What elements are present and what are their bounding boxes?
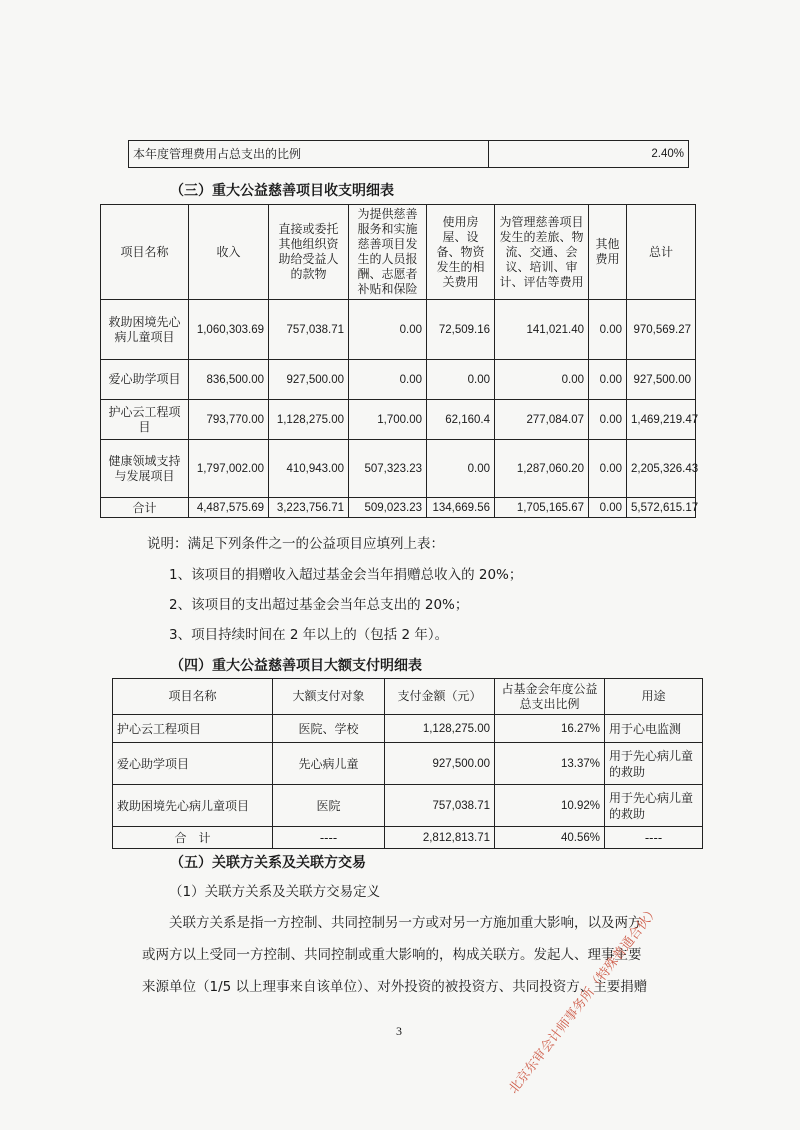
- project-name-cell: 护心云工程项目: [101, 400, 189, 440]
- table-cell: 用于先心病儿童的救助: [605, 785, 703, 827]
- table-cell: 410,943.00: [269, 440, 349, 498]
- table-cell: 0.00: [589, 300, 627, 360]
- project-name-cell: 爱心助学项目: [113, 743, 273, 785]
- table-cell: 3,223,756.71: [269, 498, 349, 518]
- table-cell: 5,572,615.17: [627, 498, 696, 518]
- table-cell: 1,469,219.47: [627, 400, 696, 440]
- table-cell: 医院、学校: [273, 715, 385, 743]
- table-cell: 1,060,303.69: [189, 300, 269, 360]
- table-cell: 757,038.71: [385, 785, 495, 827]
- table-cell: 4,487,575.69: [189, 498, 269, 518]
- major-project-income-expense-table: [100, 204, 699, 518]
- col-header: 占基金会年度公益总支出比例: [495, 679, 605, 715]
- table-cell: 2,205,326.43: [627, 440, 696, 498]
- paragraph-line: 或两方以上受同一方控制、共同控制或重大影响的，构成关联方。发起人、理事主要: [142, 947, 642, 963]
- table-cell: 927,500.00: [269, 360, 349, 400]
- col-header: 为提供慈善服务和实施慈善项目发生的人员报酬、志愿者补贴和保险: [349, 205, 427, 300]
- table-cell: 0.00: [349, 360, 427, 400]
- large-payment-table: [112, 678, 703, 849]
- note-item: 2、该项目的支出超过基金会当年总支出的 20%；: [169, 597, 469, 613]
- table-cell: 62,160.4: [427, 400, 495, 440]
- table-cell: 先心病儿童: [273, 743, 385, 785]
- ratio-label: 本年度管理费用占总支出的比例: [129, 141, 489, 168]
- section5-title: （五）关联方关系及关联方交易: [170, 855, 366, 871]
- project-name-cell: 救助困境先心病儿童项目: [101, 300, 189, 360]
- table-cell: 0.00: [427, 360, 495, 400]
- table-cell: 医院: [273, 785, 385, 827]
- table-cell: 10.92%: [495, 785, 605, 827]
- table-cell: 141,021.40: [495, 300, 589, 360]
- table-row: [113, 715, 703, 743]
- col-header: 直接或委托其他组织资助给受益人的款物: [269, 205, 349, 300]
- col-header: 使用房屋、设备、物资发生的相关费用: [427, 205, 495, 300]
- table-cell: 0.00: [589, 400, 627, 440]
- col-header: 支付金额（元）: [385, 679, 495, 715]
- project-name-cell: 救助困境先心病儿童项目: [113, 785, 273, 827]
- table-cell: 1,705,165.67: [495, 498, 589, 518]
- total-label: 合计: [101, 498, 189, 518]
- table-cell: 0.00: [589, 440, 627, 498]
- total-label: 合 计: [113, 827, 273, 849]
- table-header-row: [101, 205, 696, 300]
- table-row: [101, 360, 696, 400]
- table-cell: ----: [273, 827, 385, 849]
- table-cell: 1,128,275.00: [269, 400, 349, 440]
- table-total-row: [101, 498, 696, 518]
- table-row: [113, 785, 703, 827]
- notes-lead: 说明：满足下列条件之一的公益项目应填列上表：: [147, 536, 444, 552]
- table-cell: 507,323.23: [349, 440, 427, 498]
- table-cell: 1,700.00: [349, 400, 427, 440]
- table-cell: 0.00: [349, 300, 427, 360]
- table-total-row: [113, 827, 703, 849]
- table-cell: 134,669.56: [427, 498, 495, 518]
- table-row: [113, 743, 703, 785]
- project-name-cell: 爱心助学项目: [101, 360, 189, 400]
- note-item: 3、项目持续时间在 2 年以上的（包括 2 年）。: [169, 627, 449, 643]
- col-header: 其他费用: [589, 205, 627, 300]
- table-cell: 72,509.16: [427, 300, 495, 360]
- table-row: [101, 300, 696, 360]
- table-header-row: [113, 679, 703, 715]
- table-cell: 1,797,002.00: [189, 440, 269, 498]
- col-header: 用途: [605, 679, 703, 715]
- table-cell: 927,500.00: [385, 743, 495, 785]
- section4-title: （四）重大公益慈善项目大额支付明细表: [170, 658, 422, 674]
- note-item: 1、该项目的捐赠收入超过基金会当年捐赠总收入的 20%；: [169, 567, 523, 583]
- col-header: 项目名称: [101, 205, 189, 300]
- auditor-seal-stamp: 北京东审会计师事务所（特殊普通合伙）: [506, 903, 663, 1097]
- table-cell: ----: [605, 827, 703, 849]
- section5-subtitle: （1）关联方关系及关联方交易定义: [169, 884, 381, 900]
- table-row: [101, 440, 696, 498]
- table-cell: 836,500.00: [189, 360, 269, 400]
- table-row: [129, 141, 689, 168]
- management-ratio-table: [128, 140, 689, 168]
- project-name-cell: 健康领域支持与发展项目: [101, 440, 189, 498]
- paragraph-line: 来源单位（1/5 以上理事来自该单位）、对外投资的被投资方、共同投资方、主要捐赠: [142, 979, 648, 995]
- table-cell: 用于心电监测: [605, 715, 703, 743]
- table-cell: 0.00: [427, 440, 495, 498]
- table-cell: 927,500.00: [627, 360, 696, 400]
- table-cell: 1,287,060.20: [495, 440, 589, 498]
- table-cell: 793,770.00: [189, 400, 269, 440]
- col-header: 大额支付对象: [273, 679, 385, 715]
- ratio-value: 2.40%: [489, 141, 689, 168]
- col-header: 项目名称: [113, 679, 273, 715]
- table-cell: 16.27%: [495, 715, 605, 743]
- table-cell: 2,812,813.71: [385, 827, 495, 849]
- table-cell: 1,128,275.00: [385, 715, 495, 743]
- table-cell: 13.37%: [495, 743, 605, 785]
- table-cell: 40.56%: [495, 827, 605, 849]
- table-row: [101, 400, 696, 440]
- table-cell: 277,084.07: [495, 400, 589, 440]
- paragraph-line: 关联方关系是指一方控制、共同控制另一方或对另一方施加重大影响，以及两方: [169, 915, 642, 931]
- table-cell: 0.00: [589, 360, 627, 400]
- table-cell: 0.00: [495, 360, 589, 400]
- col-header: 收入: [189, 205, 269, 300]
- project-name-cell: 护心云工程项目: [113, 715, 273, 743]
- page-number: 3: [396, 1024, 402, 1038]
- table-cell: 757,038.71: [269, 300, 349, 360]
- table-cell: 509,023.23: [349, 498, 427, 518]
- col-header: 总计: [627, 205, 696, 300]
- table-cell: 0.00: [589, 498, 627, 518]
- table-cell: 用于先心病儿童的救助: [605, 743, 703, 785]
- section3-title: （三）重大公益慈善项目收支明细表: [170, 183, 394, 199]
- col-header: 为管理慈善项目发生的差旅、物流、交通、会议、培训、审计、评估等费用: [495, 205, 589, 300]
- table-cell: 970,569.27: [627, 300, 696, 360]
